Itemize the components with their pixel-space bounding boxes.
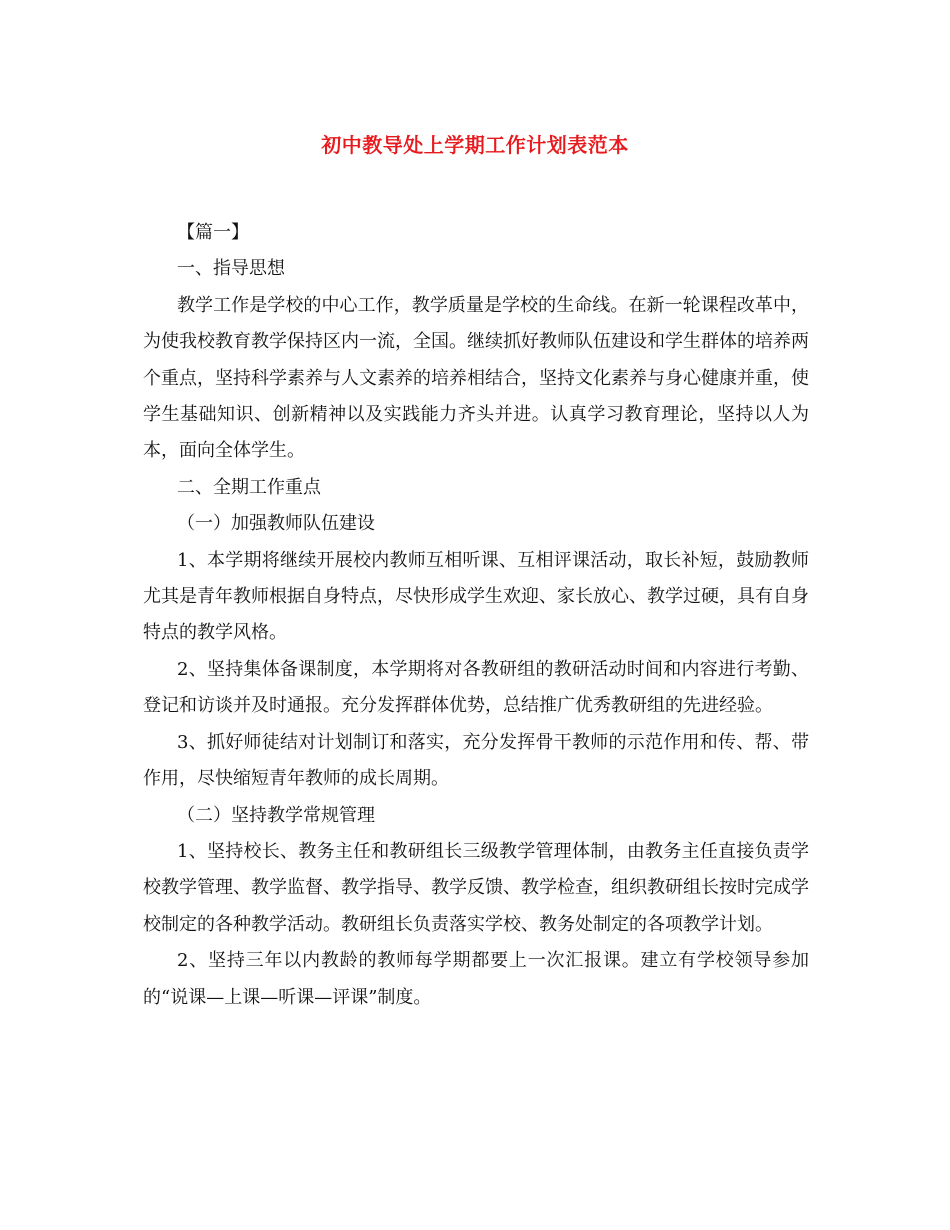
paragraph-routine-item-1: 1、坚持校长、教务主任和教研组长三级教学管理体制，由教务主任直接负责学校教学管理、教学监督、教学指导、教学反馈、教学检查，组织教研组长按时完成学校制定的各种教学活动。教研组长负责落实学校、教务处制定的各项教学计划。 xyxy=(143,840,809,935)
subheading-teacher-team: （一）加强教师队伍建设 xyxy=(177,513,375,535)
document-body xyxy=(143,215,809,1016)
paragraph-item-1: 1、本学期将继续开展校内教师互相听课、互相评课活动，取长补短，鼓励教师尤其是青年教师根据自身特点，尽快形成学生欢迎、家长放心、教学过硬，具有自身特点的教学风格。 xyxy=(143,549,809,644)
heading-guiding-ideology: 一、指导思想 xyxy=(177,258,285,280)
subheading-teaching-routine: （二）坚持教学常规管理 xyxy=(177,804,375,826)
section-heading-part-one: 【篇一】 xyxy=(177,222,249,243)
heading-work-priorities: 二、全期工作重点 xyxy=(177,476,321,498)
paragraph-routine-item-2: 2、坚持三年以内教龄的教师每学期都要上一次汇报课。建立有学校领导参加的“说课—上课—听课—评课”制度。 xyxy=(143,950,809,1008)
paragraph-item-2: 2、坚持集体备课制度，本学期将对各教研组的教研活动时间和内容进行考勤、登记和访谈并及时通报。充分发挥群体优势，总结推广优秀教研组的先进经验。 xyxy=(143,658,809,717)
document-title: 初中教导处上学期工作计划表范本 xyxy=(321,133,629,157)
paragraph-guiding-ideology: 教学工作是学校的中心工作，教学质量是学校的生命线。在新一轮课程改革中，为使我校教育教学保持区内一流，全国。继续抓好教师队伍建设和学生群体的培养两个重点，坚持科学素养与人文素养的培养相结合，坚持文化素养与身心健康并重，使学生基础知识、创新精神以及实践能力齐头并进。认真学习教育理论，坚持以人为本，面向全体学生。 xyxy=(143,294,809,462)
paragraph-item-3: 3、抓好师徒结对计划制订和落实，充分发挥骨干教师的示范作用和传、帮、带作用，尽快缩短青年教师的成长周期。 xyxy=(143,731,809,790)
